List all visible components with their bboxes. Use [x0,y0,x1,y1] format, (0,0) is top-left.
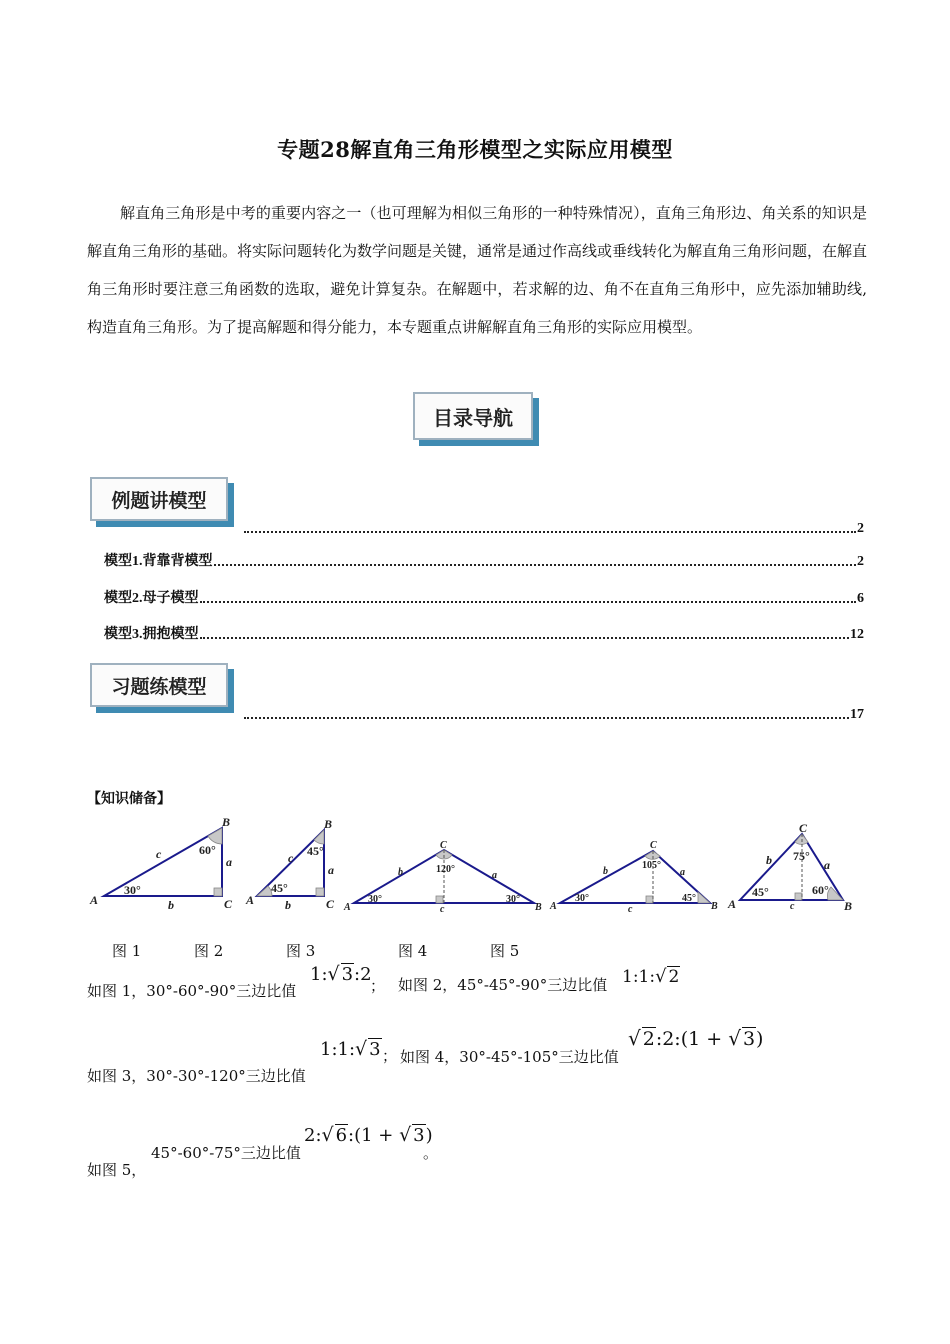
ratio-fig1-sep: ； [370,977,386,995]
ratio-fig2-formula: 1:1:√ 2 [622,966,680,987]
fig5-side-c: c [790,901,795,912]
figure-caption-5: 图 5 [490,942,520,960]
ratio-fig4-text: 如图 4，30°-45°-105°三边比值 [400,1048,619,1066]
ratio-fig3-text: 如图 3，30°-30°-120°三边比值 [87,1067,306,1085]
toc-leader [244,530,856,533]
fig2-angle-A: 45° [271,881,288,895]
toc-page: 17 [850,707,864,722]
fig3-angle-C: 120° [436,864,455,875]
section-banner-exercises: 习题练模型 [90,663,228,707]
figure-caption-1: 图 1 [112,942,142,960]
fig2-angle-B: 45° [307,844,324,858]
fig3-side-a: a [492,870,497,881]
fig1-angle-A: 30° [124,883,141,897]
ratio-fig5-text: 45°-60°-75°三边比值 [151,1144,301,1162]
toc-leader [200,636,850,639]
fig2-side-a: a [328,863,334,877]
fig3-vertex-C: C [440,840,447,851]
toc-nav-banner: 目录导航 [413,392,533,440]
fig3-side-c: c [440,904,445,915]
fig4-angle-B: 45° [682,893,696,904]
fig5-vertex-C: C [799,821,808,835]
ratio-fig4-formula: √ 2:2:(1 + √ 3) [628,1026,764,1050]
fig1-vertex-C: C [224,897,233,911]
figure-caption-3: 图 3 [286,942,316,960]
fig4-side-b: b [603,866,608,877]
fig2-vertex-A: A [246,893,255,907]
fig4-angle-A: 30° [575,893,589,904]
section-banner-examples: 例题讲模型 [90,477,228,521]
toc-row-model2[interactable] [104,587,864,607]
fig1-angle-B: 60° [199,843,216,857]
fig4-vertex-C: C [650,840,657,851]
toc-row-model1[interactable] [104,550,864,570]
ratio-fig5-prefix: 如图 5， [87,1161,147,1179]
fig3-vertex-B: B [535,902,542,913]
fig1-vertex-B: B [222,815,231,829]
figure-caption-4: 图 4 [398,942,428,960]
toc-leader [200,600,857,603]
page-title: 专题28解直角三角形模型之实际应用模型 [277,137,673,162]
ratio-fig3-sep: ； [382,1047,398,1065]
fig5-angle-A: 45° [752,885,769,899]
toc-label: 模型3.拥抱模型 [104,627,199,642]
ratio-fig3-formula: 1:1:√ 3 [320,1038,381,1060]
ratio-fig1-text: 如图 1，30°-60°-90°三边比值 [87,982,297,1000]
fig5-side-b: b [766,853,772,867]
fig3-vertex-A: A [344,902,351,913]
fig5-vertex-A: A [728,897,737,911]
toc-page: 2 [857,521,864,536]
fig4-side-c: c [628,904,633,915]
fig2-vertex-C: C [326,897,335,911]
ratio-fig1-formula: 1:√ 3:2 [310,963,372,985]
intro-paragraph: 解直角三角形是中考的重要内容之一（也可理解为相似三角形的一种特殊情况），直角三角形边、角关系的知识是解直角三角形的基础。将实际问题转化为数学问题是关键，通常是通过作高线或垂线转化为解直角三角形问题，在解直角三角形时要注意三角函数的选取，避免计算复杂。在解题中，若求解的边、角不在直角三角形中，应先添加辅助线,构造直角三角形。为了提高解题和得分能力，本专题重点讲解解直角三角形的实际应用模型。 [87,204,868,336]
figure-1-triangle [104,828,222,896]
fig1-side-b: b [168,898,174,912]
toc-row-section2[interactable] [243,707,864,723]
fig2-side-b: b [285,898,291,912]
figure-caption-2: 图 2 [194,942,224,960]
toc-page: 2 [857,554,864,569]
ratio-fig5-end: 。 [423,1144,439,1162]
fig4-vertex-A: A [550,901,557,912]
fig5-vertex-B: B [844,899,853,913]
toc-leader [214,563,857,566]
fig4-vertex-B: B [711,901,718,912]
knowledge-title: 【知识储备】 [87,792,171,807]
toc-row-model3[interactable] [104,623,864,643]
fig2-vertex-B: B [324,817,333,831]
ratio-fig2-text: 如图 2，45°-45°-90°三边比值 [398,976,608,994]
fig4-side-a: a [680,867,685,878]
fig1-vertex-A: A [90,893,99,907]
fig1-side-a: a [226,855,232,869]
toc-page: 6 [857,591,864,606]
fig5-angle-B: 60° [812,883,829,897]
fig2-side-c: c [288,851,294,865]
toc-row-section1[interactable] [243,521,864,537]
toc-label: 模型1.背靠背模型 [104,554,213,569]
fig1-side-c: c [156,847,162,861]
toc-label: 模型2.母子模型 [104,591,199,606]
fig3-side-b: b [398,867,403,878]
fig3-angle-B: 30° [506,894,520,905]
fig5-side-a: a [824,858,830,872]
fig4-angle-C: 105° [642,860,661,871]
toc-page: 12 [850,627,864,642]
toc-leader [244,716,849,719]
triangle-figures [86,812,876,922]
fig3-angle-A: 30° [368,894,382,905]
ratio-fig5-formula: 2:√ 6:(1 + √ 3) [304,1124,433,1146]
fig5-angle-C: 75° [793,849,810,863]
